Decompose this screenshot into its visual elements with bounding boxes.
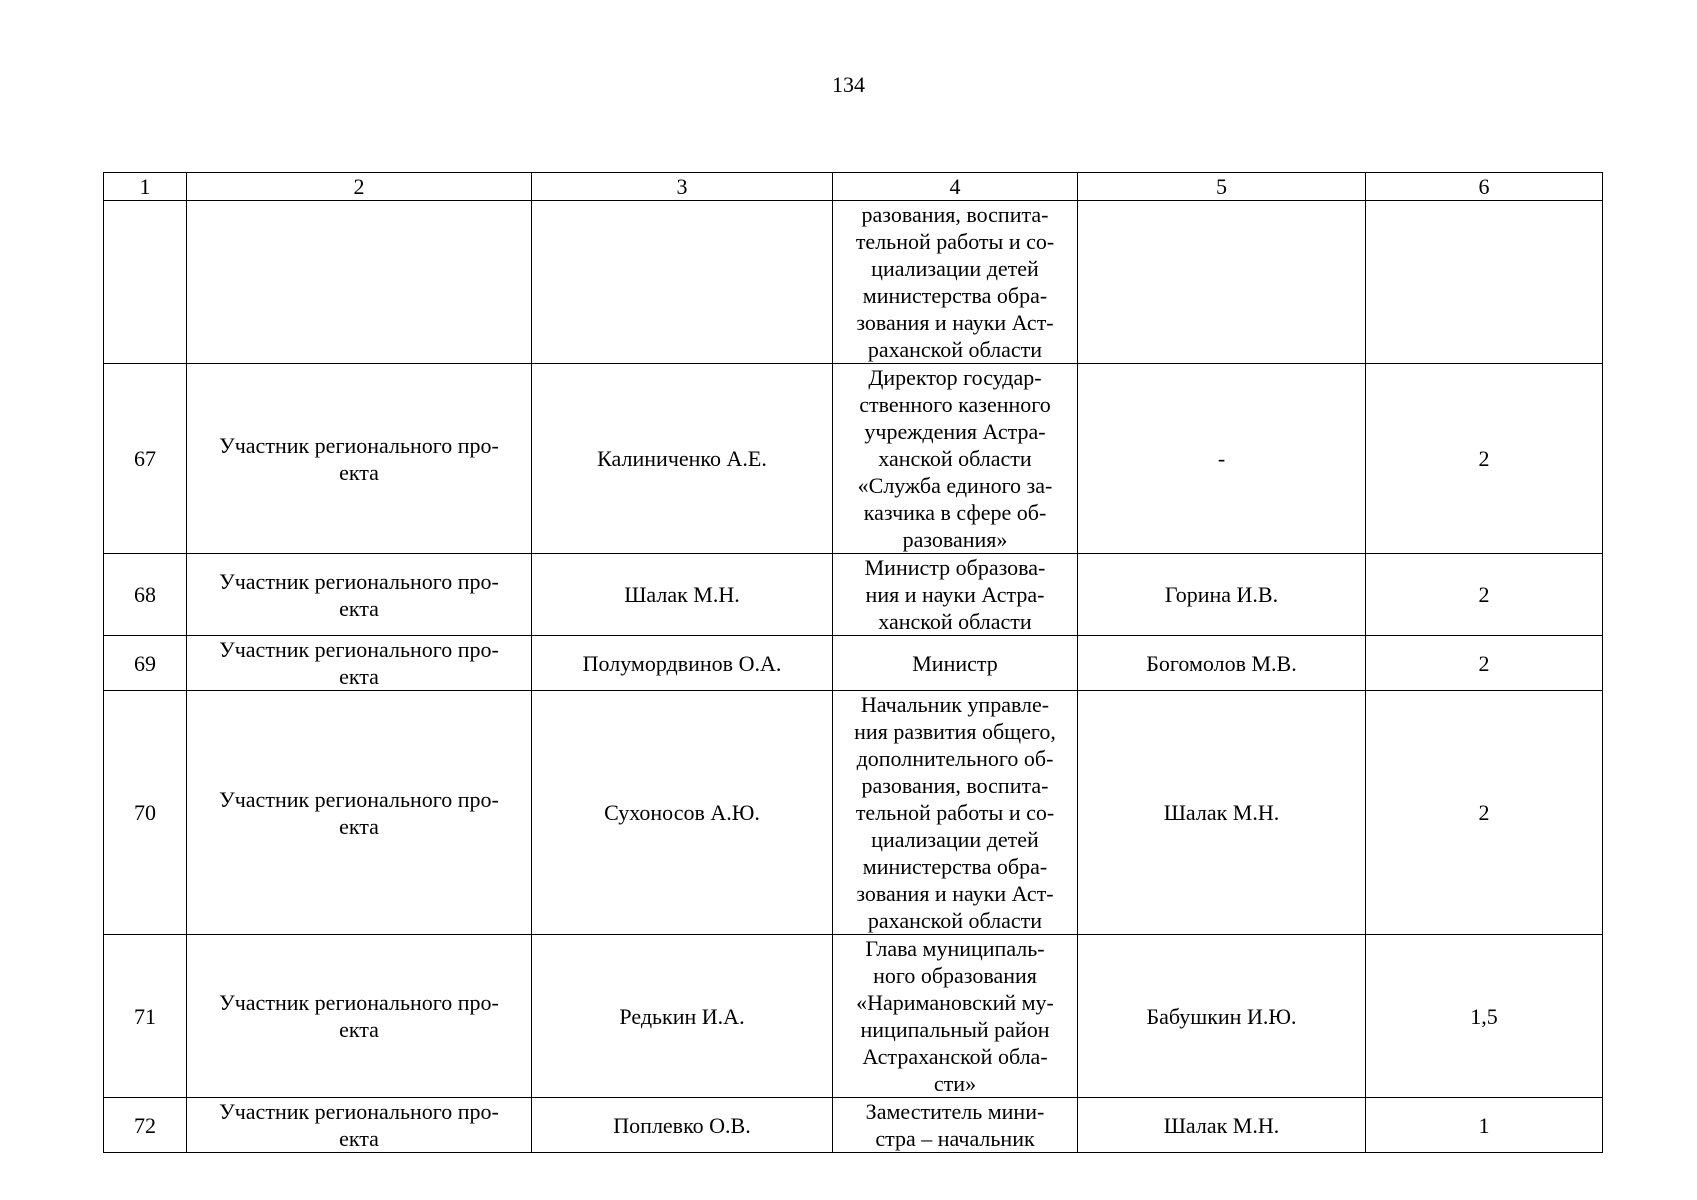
header-cell-6: 6: [1366, 173, 1603, 201]
cell-role: Участник регионального про- екта: [187, 1098, 532, 1153]
cell-supervisor: Горина И.В.: [1078, 554, 1366, 636]
cell-role: Участник регионального про- екта: [187, 935, 532, 1098]
cell-supervisor: -: [1078, 364, 1366, 554]
cell-number: 71: [104, 935, 187, 1098]
header-cell-4: 4: [833, 173, 1078, 201]
cell-position: Министр: [833, 636, 1078, 691]
cell-number: 68: [104, 554, 187, 636]
cell-value: 1: [1366, 1098, 1603, 1153]
cell-name: Сухоносов А.Ю.: [532, 691, 833, 935]
table-row: [104, 636, 1603, 691]
cell-number: 72: [104, 1098, 187, 1153]
cell-position: Министр образова- ния и науки Астра- ханской области: [833, 554, 1078, 636]
cell-supervisor: [1078, 201, 1366, 364]
cell-supervisor: Богомолов М.В.: [1078, 636, 1366, 691]
cell-supervisor: Шалак М.Н.: [1078, 1098, 1366, 1153]
cell-role: [187, 201, 532, 364]
page-number: 134: [832, 72, 865, 97]
cell-value: [1366, 201, 1603, 364]
table-row: [104, 691, 1603, 935]
cell-position: Начальник управле- ния развития общего, дополнительного об- разования, воспита- тельной работы и со- циализации детей министерства обра- зования и науки Аст- раханской области: [833, 691, 1078, 935]
table-row: [104, 364, 1603, 554]
cell-name: Полумордвинов О.А.: [532, 636, 833, 691]
table-row: [104, 935, 1603, 1098]
cell-supervisor: Шалак М.Н.: [1078, 691, 1366, 935]
cell-value: 2: [1366, 554, 1603, 636]
cell-name: Шалак М.Н.: [532, 554, 833, 636]
cell-role: Участник регионального про- екта: [187, 364, 532, 554]
cell-role: Участник регионального про- екта: [187, 636, 532, 691]
cell-role: Участник регионального про- екта: [187, 554, 532, 636]
cell-name: Калиниченко А.Е.: [532, 364, 833, 554]
header-cell-3: 3: [532, 173, 833, 201]
cell-value: 2: [1366, 364, 1603, 554]
cell-number: 69: [104, 636, 187, 691]
participants-table: [103, 172, 1603, 1153]
cell-name: Редькин И.А.: [532, 935, 833, 1098]
table-header-row: [104, 173, 1603, 201]
cell-position: Заместитель мини- стра – начальник: [833, 1098, 1078, 1153]
cell-number: [104, 201, 187, 364]
cell-name: [532, 201, 833, 364]
cell-supervisor: Бабушкин И.Ю.: [1078, 935, 1366, 1098]
cell-value: 1,5: [1366, 935, 1603, 1098]
cell-value: 2: [1366, 636, 1603, 691]
cell-position: Директор государ- ственного казенного учреждения Астра- ханской области «Служба единого за- казчика в сфере об- разования»: [833, 364, 1078, 554]
table-row: [104, 554, 1603, 636]
cell-position: Глава муниципаль- ного образования «Наримановский му- ниципальный район Астраханской обла- сти»: [833, 935, 1078, 1098]
cell-name: Поплевко О.В.: [532, 1098, 833, 1153]
cell-number: 70: [104, 691, 187, 935]
cell-position: разования, воспита- тельной работы и со- циализации детей министерства обра- зования и науки Аст- раханской области: [833, 201, 1078, 364]
table-row-continuation: [104, 201, 1603, 364]
header-cell-1: 1: [104, 173, 187, 201]
cell-number: 67: [104, 364, 187, 554]
header-cell-2: 2: [187, 173, 532, 201]
cell-role: Участник регионального про- екта: [187, 691, 532, 935]
header-cell-5: 5: [1078, 173, 1366, 201]
table-row: [104, 1098, 1603, 1153]
cell-value: 2: [1366, 691, 1603, 935]
